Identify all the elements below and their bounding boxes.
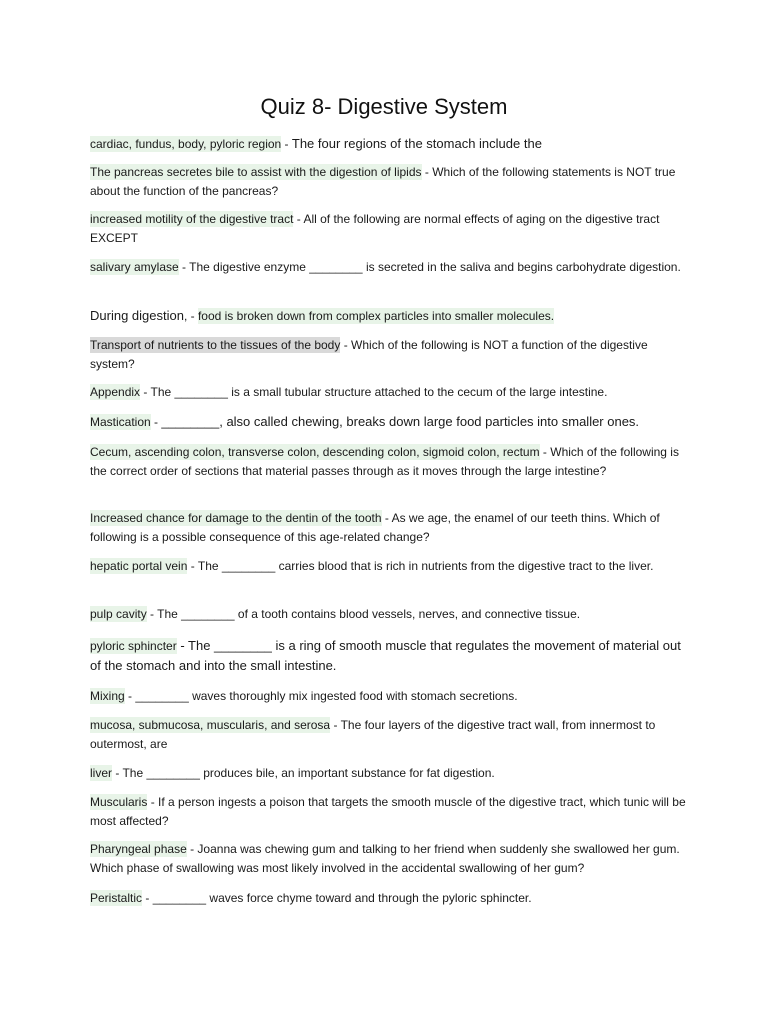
qa-question: ________ waves force chyme toward and through the pyloric sphincter. — [152, 891, 532, 905]
qa-separator: - — [112, 766, 123, 780]
qa-item-17 — [90, 793, 690, 831]
qa-question: As we age, the enamel of our teeth thins. Which of following is a possible consequence of this age-related change? — [90, 511, 660, 544]
qa-answer: Mastication — [90, 415, 151, 429]
qa-answer: The pancreas secretes bile to assist with the digestion of lipids — [90, 165, 422, 179]
qa-question: Which of the following is the correct order of sections that material passes through as it moves through the large intestine? — [90, 445, 679, 478]
qa-question: ________ waves thoroughly mix ingested food with stomach secretions. — [135, 689, 518, 703]
qa-question: The ________ of a tooth contains blood vessels, nerves, and connective tissue. — [157, 607, 581, 621]
qa-answer: increased motility of the digestive tract — [90, 212, 294, 226]
qa-item-10 — [90, 509, 690, 547]
qa-item-18 — [90, 840, 690, 878]
qa-question: All of the following are normal effects of aging on the digestive tract EXCEPT — [90, 212, 660, 245]
qa-question: Joanna was chewing gum and talking to her friend when suddenly she swallowed her gum. Which phase of swallowing was most likely involved in the accidental swallowing of her gum? — [90, 842, 680, 875]
page-title: Quiz 8- Digestive System — [260, 94, 508, 119]
qa-answer: pulp cavity — [90, 607, 147, 621]
qa-item-15 — [90, 716, 690, 754]
qa-question: The four regions of the stomach include the — [291, 136, 542, 151]
qa-question: Which of the following is NOT a function of the digestive system? — [90, 338, 648, 371]
qa-item-6 — [90, 336, 690, 374]
qa-item-16 — [90, 764, 690, 783]
qa-answer: Cecum, ascending colon, transverse colon, descending colon, sigmoid colon, rectum — [90, 445, 540, 459]
qa-item-13 — [90, 636, 690, 676]
qa-answer: Increased chance for damage to the dentin of the tooth — [90, 511, 382, 525]
qa-answer: Mixing — [90, 689, 125, 703]
qa-answer: food is broken down from complex particles into smaller molecules. — [197, 309, 555, 323]
qa-separator: - — [281, 137, 292, 151]
qa-separator: - — [147, 795, 159, 809]
qa-item-12 — [90, 605, 690, 624]
qa-answer: liver — [90, 766, 113, 780]
qa-question: The four layers of the digestive tract wall, from innermost to outermost, are — [90, 718, 656, 751]
qa-separator: - — [381, 511, 392, 525]
qa-item-14 — [90, 687, 690, 706]
qa-answer: Muscularis — [90, 795, 148, 809]
qa-separator: - — [146, 607, 158, 621]
qa-item-11 — [90, 557, 690, 576]
qa-separator: - — [140, 385, 151, 399]
qa-question: The ________ carries blood that is rich in nutrients from the digestive tract to the liver. — [197, 559, 654, 573]
qa-question: The digestive enzyme ________ is secreted in the saliva and begins carbohydrate digestion. — [189, 260, 681, 274]
qa-answer: pyloric sphincter — [90, 639, 177, 653]
qa-separator: - — [142, 891, 153, 905]
qa-question: Which of the following statements is NOT true about the function of the pancreas? — [90, 165, 676, 198]
qa-question: If a person ingests a poison that targets the smooth muscle of the digestive tract, which tunic will be most affected? — [90, 795, 686, 828]
qa-question: ________, also called chewing, breaks down large food particles into smaller ones. — [161, 414, 640, 429]
qa-separator: - — [293, 212, 304, 226]
qa-item-19 — [90, 889, 690, 908]
qa-question: The ________ is a small tubular structure attached to the cecum of the large intestine. — [150, 385, 608, 399]
qa-question: The ________ produces bile, an important substance for fat digestion. — [122, 766, 495, 780]
qa-item-9 — [90, 443, 690, 481]
qa-answer: salivary amylase — [90, 260, 179, 274]
qa-separator: - — [187, 559, 198, 573]
qa-separator: - — [539, 445, 551, 459]
qa-item-3 — [90, 210, 690, 248]
qa-separator: - — [340, 338, 352, 352]
qa-item-1 — [90, 134, 690, 154]
qa-answer: mucosa, submucosa, muscularis, and serosa — [90, 718, 331, 732]
qa-separator: - — [150, 415, 162, 429]
qa-separator: - — [421, 165, 433, 179]
qa-item-2 — [90, 163, 690, 201]
qa-item-7 — [90, 383, 690, 402]
qa-separator: - — [186, 842, 198, 856]
qa-item-4 — [90, 258, 690, 277]
qa-separator: , - — [183, 309, 198, 323]
qa-label: During digestion — [90, 308, 184, 323]
qa-question: The ________ is a ring of smooth muscle that regulates the movement of material out of the stomach and into the small intestine. — [90, 638, 681, 673]
qa-answer: Appendix — [90, 385, 141, 399]
qa-answer: Pharyngeal phase — [90, 842, 187, 856]
qa-separator: - — [330, 718, 341, 732]
qa-item-5 — [90, 306, 690, 326]
qa-separator: - — [176, 638, 189, 653]
qa-answer: cardiac, fundus, body, pyloric region — [90, 137, 282, 151]
qa-separator: - — [124, 689, 136, 703]
qa-answer: hepatic portal vein — [90, 559, 188, 573]
qa-item-8 — [90, 412, 690, 432]
qa-separator: - — [178, 260, 190, 274]
qa-answer: Transport of nutrients to the tissues of the body — [90, 338, 341, 352]
qa-answer: Peristaltic — [90, 891, 143, 905]
